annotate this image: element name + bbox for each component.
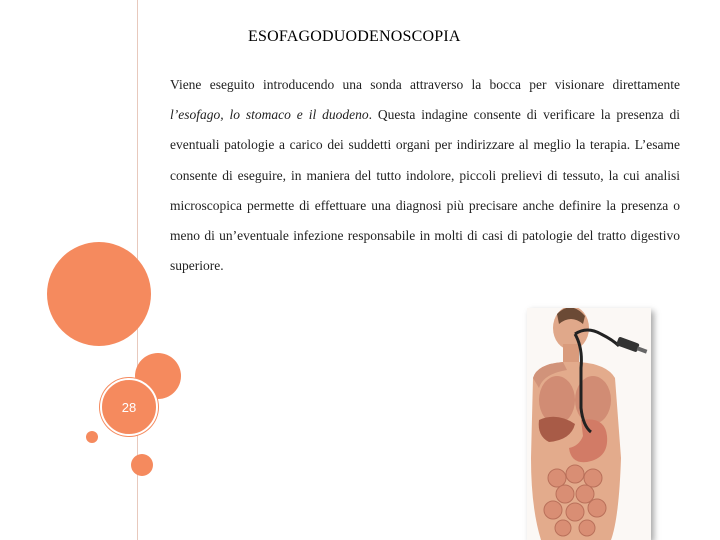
decorative-circle-small [86,431,98,443]
endoscopy-illustration [527,308,651,540]
decorative-circle-small-2 [131,454,153,476]
paragraph-text-1: Viene eseguito introducendo una sonda attraverso la bocca per visionare direttamente [170,77,680,92]
slide-title: ESOFAGODUODENOSCOPIA [248,28,461,45]
paragraph-italic-text: l’esofago, lo stomaco e il duodeno [170,107,369,123]
slide-paragraph [170,70,680,281]
page-number-badge [100,378,158,436]
page-number: 28 [121,399,137,415]
paragraph-text-2: . Questa indagine consente di verificare la presenza di eventuali patologie a carico dei suddetti organi per indirizzare al meglio la terapia. L’esame consente di eseguire, in maniera del tutto indolore, piccoli prelievi di tessuto, la cui analisi microscopica permette di effettuare una diagnosi più precisare anche definire la presenza o meno di un’eventuale infezione responsabile in molti di casi di patologie del tratto digestivo superiore. [170,107,680,274]
decorative-circle-large [47,242,151,346]
